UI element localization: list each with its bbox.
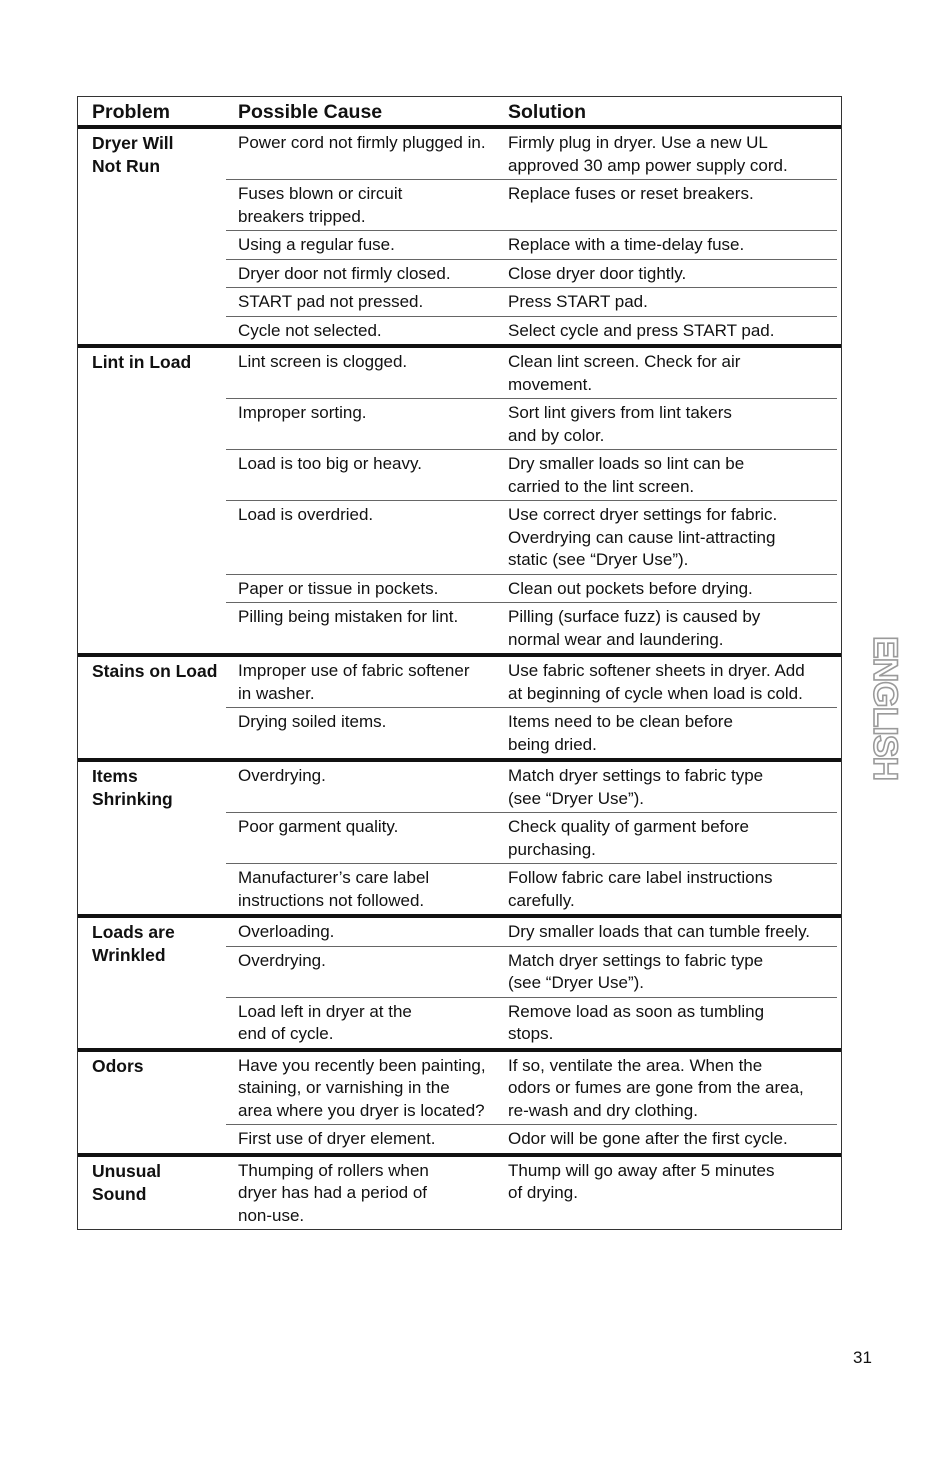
troubleshooting-table [77,96,842,1230]
solution: Clean lint screen. Check for air movement. [508,352,741,394]
cause-solution-rows [226,918,841,1048]
problem-group [78,918,841,1052]
english-side-tab [866,612,906,804]
possible-cause: Pilling being mistaken for lint. [238,607,459,626]
possible-cause: Thumping of rollers when dryer has had a period of non-use. [238,1160,429,1225]
possible-cause: Fuses blown or circuit breakers tripped. [238,184,403,226]
problem-group [78,129,841,348]
cause-solution-rows [226,762,841,914]
solution: Pilling (surface fuzz) is caused by normal wear and laundering. [508,607,761,649]
possible-cause: Have you recently been painting, staining, or varnishing in the area where you dryer is located? [238,1055,486,1120]
solution: Use correct dryer settings for fabric. Overdrying can cause lint-attracting static (see “Dryer Use”). [508,505,778,569]
table-row [226,450,837,501]
solution: Check quality of garment before purchasing. [508,817,749,859]
solution: Press START pad. [508,292,648,311]
table-row [226,317,837,345]
solution: Odor will be gone after the first cycle. [508,1129,788,1148]
solution: Thump will go away after 5 minutes of drying. [508,1160,775,1202]
header-solution: Solution [508,100,586,123]
possible-cause: Drying soiled items. [238,712,387,731]
table-row [226,288,837,317]
possible-cause: Poor garment quality. [238,817,399,836]
header-problem: Problem [92,100,171,123]
possible-cause: Cycle not selected. [238,320,382,340]
table-row [226,180,837,231]
solution: Dry smaller loads that can tumble freely. [508,922,811,941]
solution: Close dryer door tightly. [508,263,687,283]
page-number: 31 [853,1348,872,1367]
solution: If so, ventilate the area. When the odors or fumes are gone from the area, re-wash and dry clothing. [508,1055,804,1120]
problem-label: Unusual Sound [92,1160,162,1204]
problem-group [78,657,841,762]
table-row [226,603,837,653]
table-row [226,947,837,998]
problem-label: Loads are Wrinkled [92,922,175,965]
solution: Items need to be clean before being dried. [508,712,733,754]
problem-group [78,1157,841,1230]
problem-label: Stains on Load [92,661,218,681]
solution: Remove load as soon as tumbling stops. [508,1001,765,1043]
table-row [226,918,837,947]
cause-solution-rows [226,1157,841,1230]
table-row [226,762,837,813]
possible-cause: Overloading. [238,922,335,941]
solution: Select cycle and press START pad. [508,320,775,340]
problem-label: Lint in Load [92,352,192,372]
table-row [226,657,837,708]
possible-cause: Overdrying. [238,766,326,785]
solution: Match dryer settings to fabric type (see “Dryer Use”). [508,950,764,992]
table-row [226,501,837,575]
possible-cause: Paper or tissue in pockets. [238,578,439,598]
table-header [78,97,841,129]
possible-cause: Load left in dryer at the end of cycle. [238,1001,412,1043]
possible-cause: Improper sorting. [238,403,367,422]
solution: Dry smaller loads so lint can be carried to the lint screen. [508,454,745,496]
problem-group [78,1052,841,1157]
table-row [226,813,837,864]
table-row [226,348,837,399]
possible-cause: START pad not pressed. [238,292,424,311]
cause-solution-rows [226,1052,841,1153]
possible-cause: Dryer door not firmly closed. [238,263,451,283]
solution: Follow fabric care label instructions carefully. [508,868,773,910]
table-row [226,129,837,180]
cause-solution-rows [226,129,841,344]
table-row [226,1157,837,1230]
side-tab-label: ENGLISH [866,635,904,781]
problem-group [78,348,841,657]
problem-group [78,762,841,918]
table-row [226,1125,837,1153]
table-row [226,260,837,289]
solution: Replace fuses or reset breakers. [508,184,754,203]
possible-cause: Load is too big or heavy. [238,454,422,473]
solution: Sort lint givers from lint takers and by color. [508,403,732,445]
table-row [226,399,837,450]
possible-cause: Manufacturer’s care label instructions not followed. [238,868,430,910]
solution: Clean out pockets before drying. [508,578,753,598]
solution: Firmly plug in dryer. Use a new UL approved 30 amp power supply cord. [508,133,788,175]
possible-cause: Using a regular fuse. [238,235,395,254]
table-row [226,998,837,1048]
cause-solution-rows [226,348,841,653]
table-row [226,1052,837,1126]
possible-cause: Improper use of fabric softener in washer. [238,661,470,703]
solution: Match dryer settings to fabric type (see “Dryer Use”). [508,766,764,808]
table-row [226,708,837,758]
solution: Use fabric softener sheets in dryer. Add at beginning of cycle when load is cold. [508,661,805,703]
possible-cause: Load is overdried. [238,505,374,524]
problem-label: Dryer Will Not Run [92,133,174,176]
cause-solution-rows [226,657,841,758]
possible-cause: First use of dryer element. [238,1129,436,1148]
table-row [226,864,837,914]
problem-label: Items Shrinking [92,766,173,809]
possible-cause: Overdrying. [238,950,326,970]
solution: Replace with a time-delay fuse. [508,235,745,254]
table-row [226,575,837,604]
table-row [226,231,837,260]
table-body [78,129,841,1229]
possible-cause: Power cord not firmly plugged in. [238,133,486,152]
possible-cause: Lint screen is clogged. [238,352,408,371]
problem-label: Odors [92,1055,144,1076]
header-cause: Possible Cause [238,100,383,123]
